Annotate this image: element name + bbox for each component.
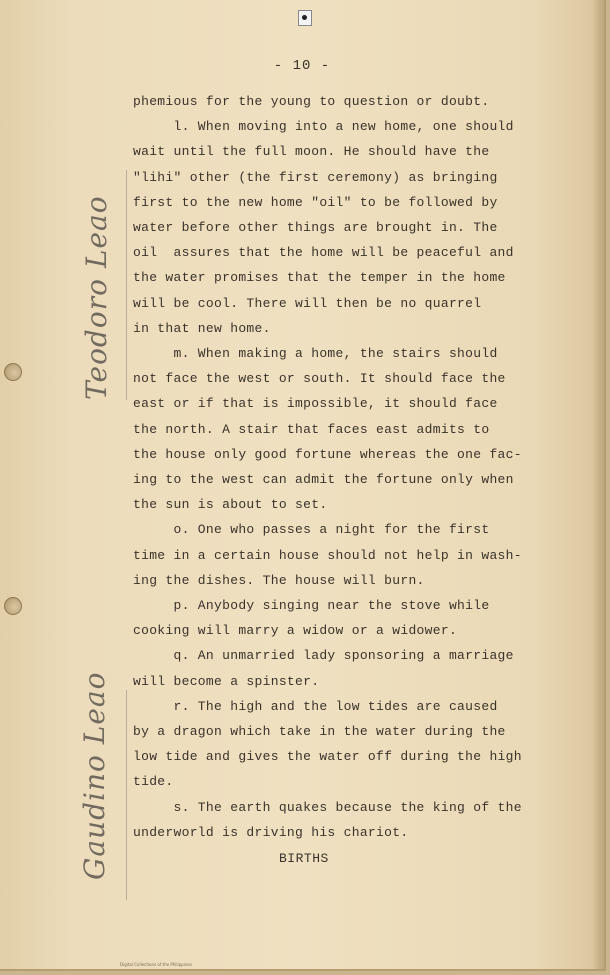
text-line: low tide and gives the water off during the high [133,749,522,765]
text-line: s. The earth quakes because the king of the [133,799,522,815]
text-line: ing the dishes. The house will burn. [133,572,425,588]
text-line: the north. A stair that faces east admits to [133,421,490,437]
text-line: "lihi" other (the first ceremony) as bringing [133,169,498,185]
handwritten-signature: Teodoro Leao [80,195,113,400]
text-line: r. The high and the low tides are caused [133,698,498,714]
page-edge-shadow [592,0,604,969]
text-line: by a dragon which take in the water during the [133,724,506,739]
text-line: tide. [133,774,174,790]
text-line: cooking will marry a widow or a widower. [133,623,458,639]
text-line: ing to the west can admit the fortune only when [133,472,514,487]
text-line: will be cool. There will then be no quarrel [133,295,482,311]
text-line: in that new home. [133,320,271,336]
text-line: the water promises that the temper in the home [133,270,506,286]
text-line: phemious for the young to question or doubt. [133,94,490,109]
text-line: p. Anybody singing near the stove while [133,598,490,613]
text-line: m. When making a home, the stairs should [133,346,498,361]
handwritten-signature: Gaudino Leao [78,671,111,880]
punch-hole-icon [4,597,22,615]
binder-clip-icon [298,10,312,26]
text-line: oil assures that the home will be peaceful and [133,245,514,261]
text-line: will become a spinster. [133,673,320,689]
text-line: the house only good fortune whereas the one fac- [133,446,522,462]
text-line: time in a certain house should not help in wash- [133,547,522,563]
text-line: o. One who passes a night for the first [133,522,490,538]
text-line: underworld is driving his chariot. [133,824,409,840]
text-line: not face the west or south. It should face the [133,371,506,387]
text-line: wait until the full moon. He should have the [133,144,490,160]
scan-footer: Digital Collections of the Philippines [120,962,192,967]
page-number: - 10 - [273,58,331,74]
text-line: the sun is about to set. [133,497,328,513]
margin-rule [126,690,127,900]
text-line: q. An unmarried lady sponsoring a marriage [133,648,514,664]
text-line: l. When moving into a new home, one should [133,119,514,135]
punch-hole-icon [4,363,22,381]
margin-rule [126,170,127,400]
text-line: east or if that is impossible, it should face [133,396,498,412]
text-line: first to the new home "oil" to be followed by [133,194,498,210]
text-line: water before other things are brought in. The [133,220,498,235]
section-heading: BIRTHS [279,851,329,866]
